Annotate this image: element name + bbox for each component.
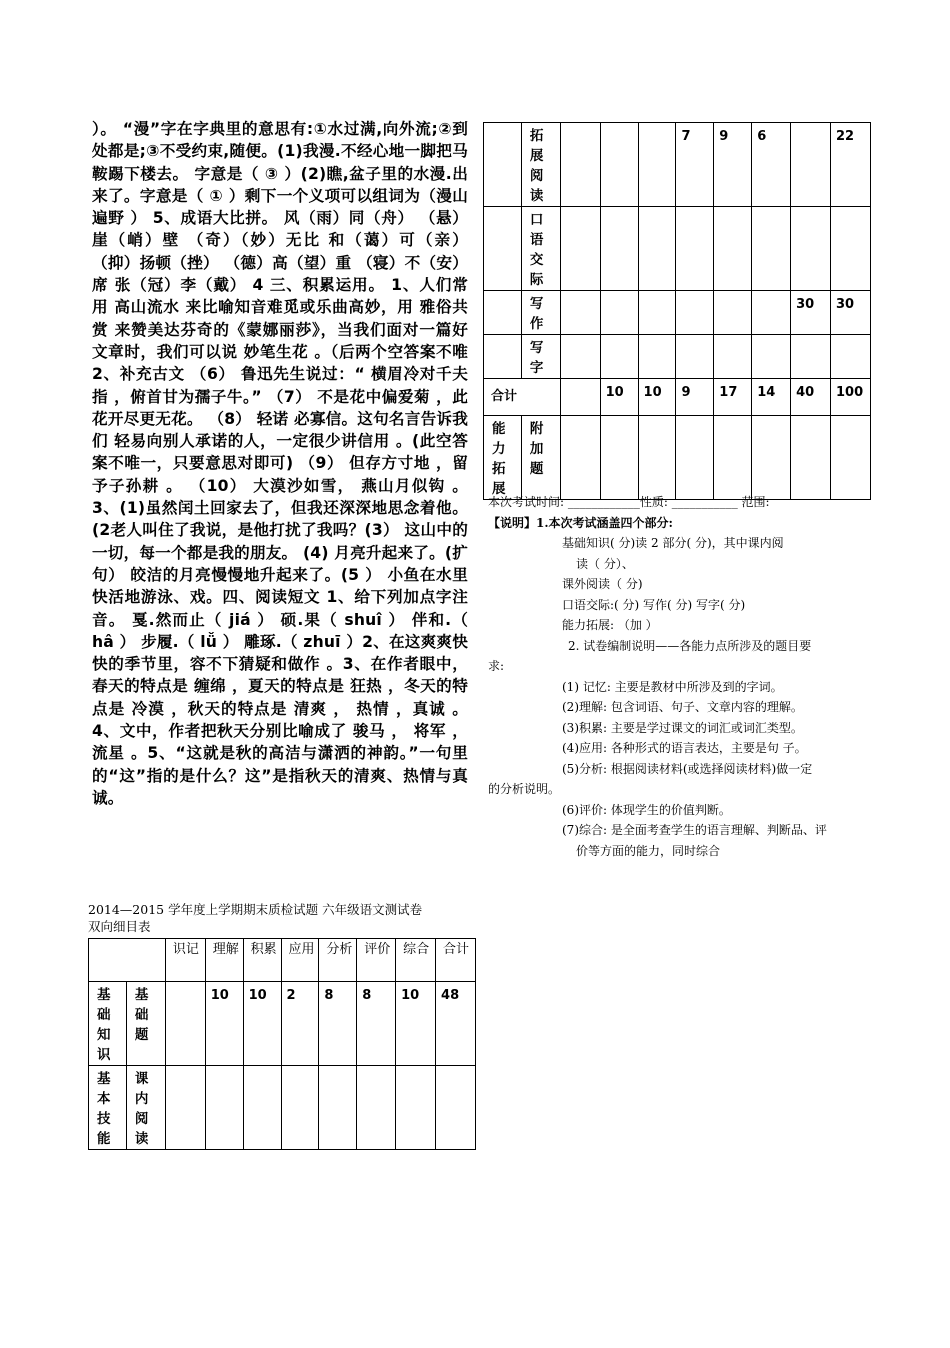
value-cell	[791, 416, 831, 500]
header-cell: 合计	[436, 939, 476, 982]
value-cell: 48	[436, 982, 476, 1066]
value-cell: 40	[791, 379, 831, 416]
value-cell: 10	[205, 982, 243, 1066]
value-cell	[243, 1066, 281, 1150]
value-cell	[560, 416, 600, 500]
value-cell: 7	[676, 123, 714, 207]
value-cell	[752, 416, 791, 500]
notes-line: (1) 记忆: 主要是教材中所涉及到的字词。	[562, 679, 783, 694]
value-cell	[752, 335, 791, 379]
value-cell	[560, 207, 600, 291]
value-cell	[319, 1066, 357, 1150]
header-cell: 识记	[165, 939, 205, 982]
table-row	[484, 291, 871, 335]
value-cell: 8	[357, 982, 396, 1066]
exam-notes	[488, 492, 868, 861]
notes-line: 本次考试时间: ____________性质: ___________ 范围:	[488, 495, 770, 509]
value-cell: 6	[752, 123, 791, 207]
value-cell	[752, 291, 791, 335]
value-cell	[714, 416, 752, 500]
notes-line: 读（ 分）、	[576, 556, 634, 571]
value-cell	[714, 291, 752, 335]
table-row	[484, 207, 871, 291]
notes-line: 口语交际:( 分) 写作( 分) 写字( 分)	[562, 597, 746, 612]
notes-line: (6)评价: 体现学生的价值判断。	[562, 802, 731, 817]
value-cell	[638, 291, 676, 335]
table-row	[484, 416, 871, 500]
notes-line: (7)综合: 是全面考查学生的语言理解、判断品、评	[562, 823, 827, 837]
table-row	[89, 1066, 476, 1150]
subcategory-cell: 基础题	[126, 982, 165, 1066]
value-cell	[676, 291, 714, 335]
subcategory-cell: 课内阅读	[126, 1066, 165, 1150]
value-cell	[791, 335, 831, 379]
value-cell	[791, 207, 831, 291]
notes-line: 【说明】1.本次考试涵盖四个部分:	[488, 515, 673, 530]
value-cell	[638, 416, 676, 500]
value-cell: 10	[396, 982, 436, 1066]
value-cell	[165, 1066, 205, 1150]
subcategory-cell: 写字	[521, 335, 560, 379]
value-cell	[600, 416, 638, 500]
value-cell: 2	[281, 982, 319, 1066]
notes-line: (5)分析: 根据阅读材料(或选择阅读材料)做一定	[562, 761, 813, 776]
value-cell	[436, 1066, 476, 1150]
value-cell: 30	[791, 291, 831, 335]
answer-key-paragraph: ）。 “漫”字在字典里的意思有:①水过满,向外流;②到处都是;③不受约束,随便。(1)我漫.不经心地一脚把马鞍踢下楼去。 字意是（ ③ ）(2)瞧,盆子里的水漫.出来了。字意是（ ① ）剩下一个义项可以组词为（漫山遍野 ） 5、成语大比拼。 风（雨）同（舟） （悬）崖（峭）壁 （奇）（妙）无比 和（蔼）可（亲） （抑）扬顿（挫） （德）高（望）重 （寝）不（安）席 张（冠）李（戴） 4 三、积累运用。 1、人们常用 高山流水 来比喻知音难觅或乐曲高妙，用 雅俗共赏 来赞美达芬奇的《蒙娜丽莎》，当我们面对一篇好文章时，我们可以说 妙笔生花 。（后两个空答案不唯2、补充古文 （6） 鲁迅先生说过：“ 横眉冷对千夫指 ，俯首甘为孺子牛。” （7） 不是花中偏爱菊 ，此花开尽更无花。 （8） 轻诺 必寡信。这句名言告诉我们 轻易向别人承诺的人，一定很少讲信用 。(此空答案不唯一，只要意思对即可) （9） 但存方寸地 ，留予子孙耕 。 （10） 大漠沙如雪， 燕山月似钩 。3、(1)虽然闰土回家去了，但我还深深地思念着他。(2老人叫住了我说，是他打扰了我吗？(3） 这山中的一切，每一个都是我的朋友。 (4) 月亮升起来了。(扩句） 皎洁的月亮慢慢地升起来了。(5 ） 小鱼在水里快活地游泳、戏。四、阅读短文 1、给下列加点字注音。 戛.然而止（ jiá ） 硕.果（ shuî ） 伴和.（ hâ ） 步履.（ lǚ ） 雕琢.（ zhuī ）2、在这爽爽快快的季节里，容不下猜疑和做作 。3、在作者眼中，春天的特点是 缠绵 ，夏天的特点是 狂热 ，冬天的特点是 冷漠 ，秋天的特点是 清爽 ， 热情 ，真诚 。4、文中，作者把秋天分别比喻成了 骏马 ， 将军 ， 流星 。5、“这就是秋的高洁与潇洒的神韵。”一句里的“这”指的是什么？这”是指秋天的清爽、热情与真诚。	[92, 120, 468, 807]
table-row	[484, 123, 871, 207]
value-cell: 9	[676, 379, 714, 416]
table-caption-subtitle: 双向细目表	[88, 919, 151, 934]
value-cell: 30	[830, 291, 870, 335]
notes-line: 价等方面的能力，同时综合	[576, 843, 721, 858]
value-cell: 100	[830, 379, 870, 416]
value-cell	[830, 416, 870, 500]
value-cell	[600, 123, 638, 207]
answer-key-text	[92, 118, 468, 809]
value-cell	[676, 335, 714, 379]
value-cell: 14	[752, 379, 791, 416]
header-cell: 应用	[281, 939, 319, 982]
table-caption-title: 2014—2015 学年度上学期期末质检试题 六年级语文测试卷	[88, 902, 423, 917]
notes-line: (2)理解: 包含词语、句子、文章内容的理解。	[562, 700, 803, 714]
notes-line: (3)积累: 主要是学过课文的词汇或词汇类型。	[562, 720, 803, 735]
value-cell	[714, 335, 752, 379]
category-cell	[484, 207, 522, 291]
value-cell	[638, 335, 676, 379]
category-cell: 基础知识	[89, 982, 127, 1066]
value-cell: 8	[319, 982, 357, 1066]
header-corner-cell	[89, 939, 166, 982]
value-cell	[714, 207, 752, 291]
category-cell: 能力拓展	[484, 416, 522, 500]
total-label-cell: 合计	[484, 379, 561, 416]
value-cell	[560, 123, 600, 207]
value-cell: 10	[243, 982, 281, 1066]
value-cell	[830, 207, 870, 291]
notes-line: 2. 试卷编制说明——各能力点所涉及的题目要	[568, 638, 812, 653]
value-cell	[752, 207, 791, 291]
category-cell	[484, 123, 522, 207]
value-cell: 10	[600, 379, 638, 416]
value-cell: 17	[714, 379, 752, 416]
category-cell	[484, 335, 522, 379]
value-cell	[600, 291, 638, 335]
value-cell	[281, 1066, 319, 1150]
notes-line: 能力拓展: （加 ）	[562, 618, 658, 632]
value-cell	[560, 379, 600, 416]
header-cell: 评价	[357, 939, 396, 982]
value-cell	[676, 416, 714, 500]
value-cell	[638, 207, 676, 291]
value-cell	[676, 207, 714, 291]
value-cell	[600, 335, 638, 379]
value-cell	[205, 1066, 243, 1150]
subcategory-cell: 拓展阅读	[521, 123, 560, 207]
table-header-row	[89, 939, 476, 982]
notes-line: 基础知识( 分)读 2 部分( 分)，其中课内阅	[562, 536, 784, 550]
value-cell	[638, 123, 676, 207]
header-cell: 分析	[319, 939, 357, 982]
header-cell: 积累	[243, 939, 281, 982]
value-cell	[600, 207, 638, 291]
value-cell: 22	[830, 123, 870, 207]
subcategory-cell: 附加题	[521, 416, 560, 500]
table-row	[484, 335, 871, 379]
notes-line: 课外阅读（ 分)	[562, 577, 643, 591]
table-total-row	[484, 379, 871, 416]
value-cell	[396, 1066, 436, 1150]
value-cell	[560, 335, 600, 379]
value-cell	[357, 1066, 396, 1150]
value-cell	[830, 335, 870, 379]
value-cell	[791, 123, 831, 207]
category-cell	[484, 291, 522, 335]
value-cell: 9	[714, 123, 752, 207]
subcategory-cell: 写作	[521, 291, 560, 335]
value-cell	[560, 291, 600, 335]
header-cell: 综合	[396, 939, 436, 982]
table-row	[89, 982, 476, 1066]
header-cell: 理解	[205, 939, 243, 982]
notes-line: (4)应用: 各种形式的语言表达，主要是句 子。	[562, 741, 807, 755]
subcategory-cell: 口语交际	[521, 207, 560, 291]
category-cell: 基本技能	[89, 1066, 127, 1150]
spec-table-part2	[483, 122, 871, 500]
notes-line: 求:	[488, 659, 505, 673]
notes-line: 的分析说明。	[488, 782, 561, 796]
value-cell: 10	[638, 379, 676, 416]
value-cell	[165, 982, 205, 1066]
spec-table-part1	[88, 938, 476, 1150]
